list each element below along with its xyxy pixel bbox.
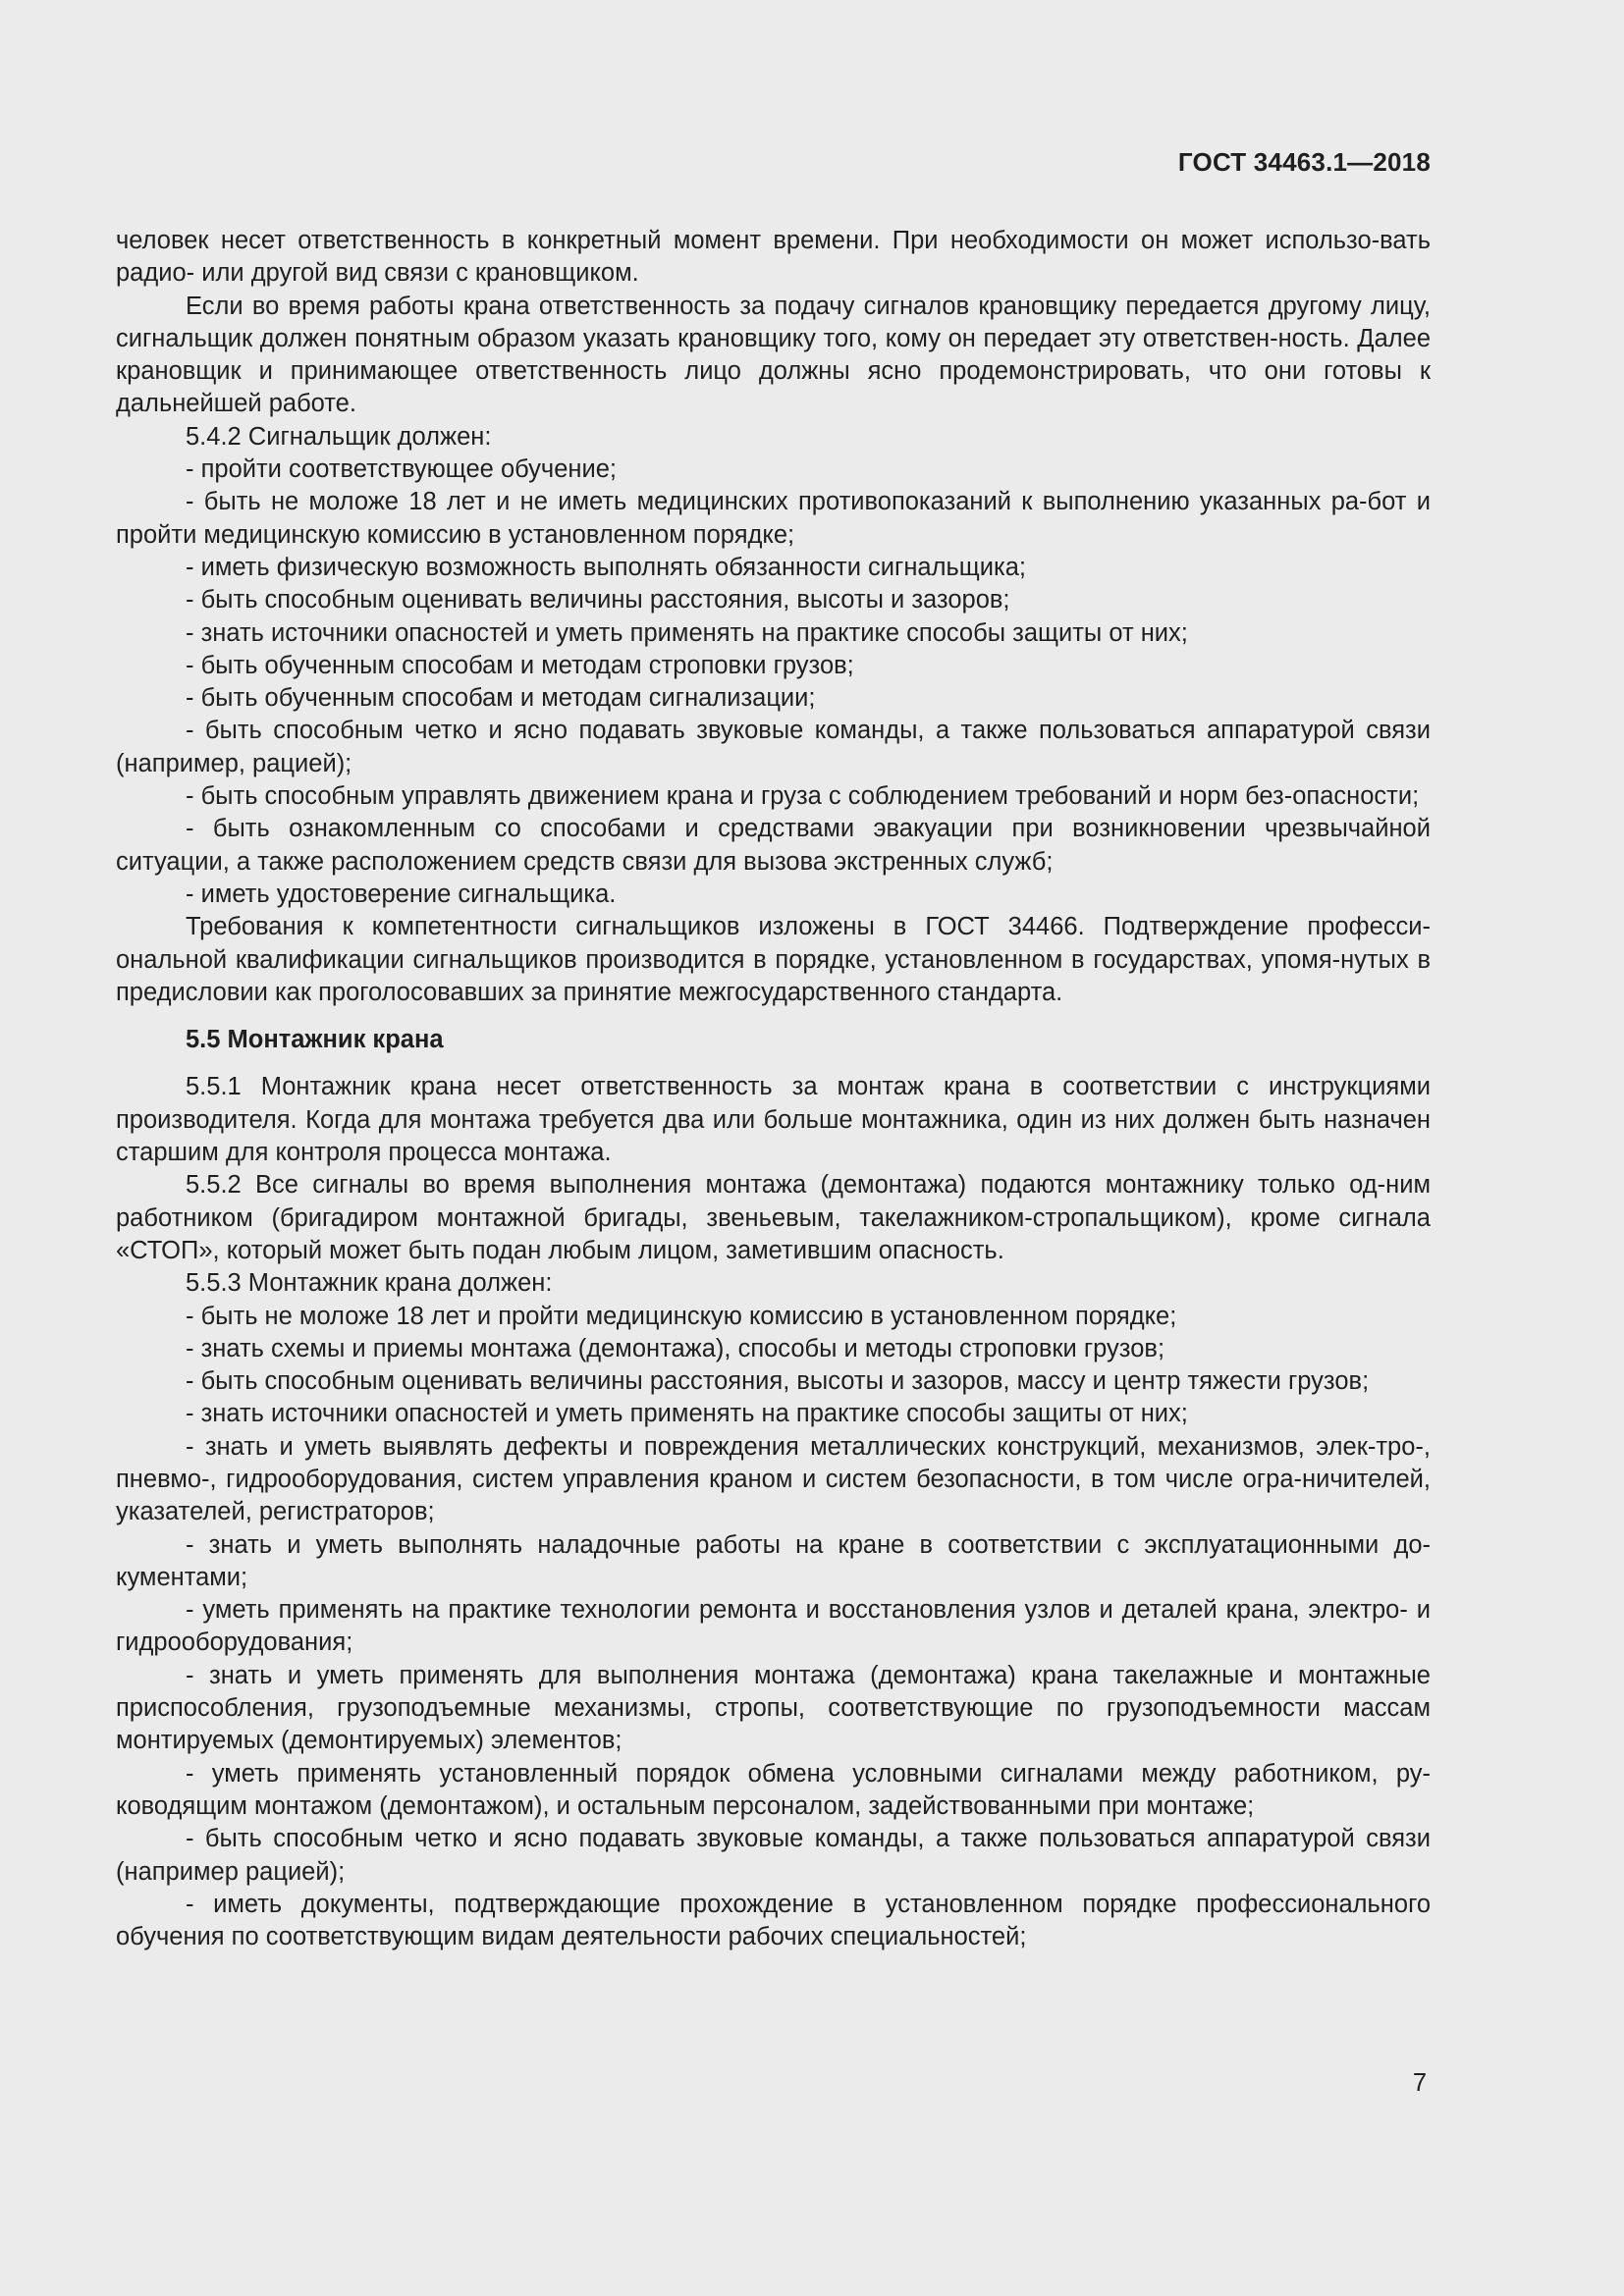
clause-5-4-2: 5.4.2 Сигнальщик должен: [186, 422, 492, 451]
paragraph: Требования к компетентности сигнальщиков изложены в ГОСТ 34466. Подтверждение професси-ональной квалификации сигнальщиков производится в порядке, установленном в государствах, упомя-нутых в предисловии как проголосовавших за принятие межгосударственного стандарта. [116, 913, 1431, 1006]
paragraph: человек несет ответственность в конкретный момент времени. При необходимости он может использо-вать радио- или другой вид связи с крановщиком. [116, 227, 1431, 288]
list-item: - пройти соответствующее обучение; [186, 455, 617, 484]
list-item: - знать и уметь выявлять дефекты и повреждения металлических конструкций, механизмов, элек-тро-, пневмо-, гидрооборудования, систем управления краном и систем безопасности, в том числе огра-ничителей, указателей, регистраторов; [116, 1432, 1431, 1526]
list-item: - иметь документы, подтверждающие прохождение в установленном порядке профессионального обучения по соответствующим видам деятельности рабочих специальностей; [116, 1890, 1431, 1951]
list-item: - знать и уметь выполнять наладочные работы на кране в соответствии с эксплуатационными до-кументами; [116, 1530, 1431, 1591]
list-item: - быть способным управлять движением крана и груза с соблюдением требований и норм без-опасности; [186, 782, 1420, 811]
list-item: - быть способным оценивать величины расстояния, высоты и зазоров, массу и центр тяжести грузов; [186, 1367, 1370, 1396]
list-item: - знать источники опасностей и уметь применять на практике способы защиты от них; [186, 618, 1188, 647]
paragraph: Если во время работы крана ответственность за подачу сигналов крановщику передается другому лицу, сигнальщик должен понятным образом указать крановщику того, кому он передает эту ответствен-ность. Далее крановщик и принимающее ответственность лицо должны ясно продемонстрировать, что они готовы к дальнейшей работе. [116, 292, 1431, 418]
list-item: - знать источники опасностей и уметь применять на практике способы защиты от них; [186, 1400, 1188, 1428]
list-item: - быть обученным способам и методам строповки грузов; [186, 651, 854, 679]
list-item: - уметь применять установленный порядок обмена условными сигналами между работником, ру-ководящим монтажом (демонтажом), и остальным персоналом, задействованными при монтаже; [116, 1759, 1431, 1820]
list-item: - быть ознакомленным со способами и средствами эвакуации при возникновении чрезвычайной ситуации, а также расположением средств связи для вызова экстренных служб; [116, 815, 1431, 876]
list-item: - быть способным четко и ясно подавать звуковые команды, а также пользоваться аппаратурой связи (например, рацией); [116, 717, 1431, 777]
list-item: - иметь физическую возможность выполнять обязанности сигнальщика; [186, 553, 1026, 581]
list-item: - быть способным оценивать величины расстояния, высоты и зазоров; [186, 586, 1010, 614]
clause-5-5-3: 5.5.3 Монтажник крана должен: [186, 1269, 553, 1298]
list-item: - быть обученным способам и методам сигнализации; [186, 684, 816, 713]
list-item: - иметь удостоверение сигнальщика. [186, 880, 617, 908]
list-item: - знать и уметь применять для выполнения монтажа (демонтажа) крана такелажные и монтажные приспособления, грузоподъемные механизмы, стропы, соответствующие по грузоподъемности массам монтируемых (демонтируемых) элементов; [116, 1661, 1431, 1755]
document-body [116, 225, 1431, 1953]
list-item: - уметь применять на практике технологии ремонта и восстановления узлов и деталей крана, электро- и гидрооборудования; [116, 1596, 1431, 1657]
list-item: - быть не моложе 18 лет и не иметь медицинских противопоказаний к выполнению указанных ра-бот и пройти медицинскую комиссию в установленном порядке; [116, 488, 1431, 549]
list-item: - быть не моложе 18 лет и пройти медицинскую комиссию в установленном порядке; [186, 1302, 1177, 1330]
clause-5-5-2: 5.5.2 Все сигналы во время выполнения монтажа (демонтажа) подаются монтажнику только од-ним работником (бригадиром монтажной бригады, звеньевым, такелажником-стропальщиком), кроме сигнала «СТОП», который может быть подан любым лицом, заметившим опасность. [116, 1171, 1431, 1264]
list-item: - быть способным четко и ясно подавать звуковые команды, а также пользоваться аппаратурой связи (например рацией); [116, 1825, 1431, 1886]
section-heading: 5.5 Монтажник крана [186, 1026, 444, 1054]
list-item: - знать схемы и приемы монтажа (демонтажа), способы и методы строповки грузов; [186, 1334, 1165, 1362]
page-number: 7 [1412, 2069, 1427, 2097]
clause-5-5-1: 5.5.1 Монтажник крана несет ответственность за монтаж крана в соответствии с инструкциями производителя. Когда для монтажа требуется два или больше монтажника, один из них должен быть назначен старшим для контроля процесса монтажа. [116, 1073, 1431, 1167]
document-number-header: ГОСТ 34463.1—2018 [1177, 147, 1431, 177]
